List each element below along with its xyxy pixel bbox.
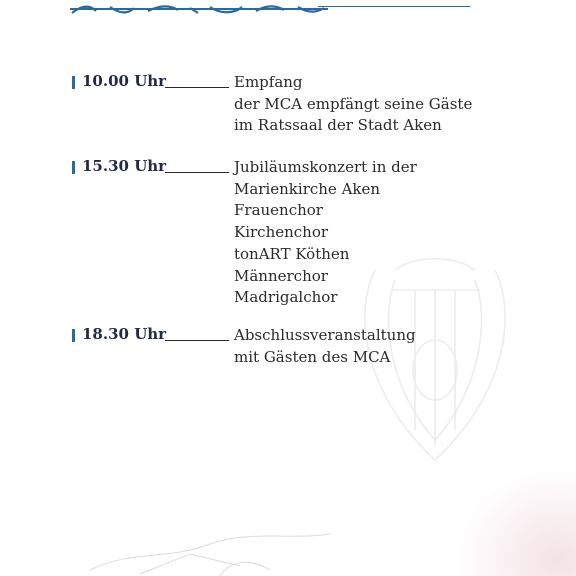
entry-time: 18.30 Uhr [82, 325, 167, 343]
entry-description [234, 72, 472, 137]
header-decoration [70, 0, 328, 10]
header-rule [318, 6, 470, 7]
pink-wash-decoration [456, 466, 576, 576]
entry-marker [72, 329, 75, 342]
entry-line: Kirchenchor [234, 223, 329, 242]
entry-line: Jubiläumskonzert in der [234, 158, 417, 176]
entry-line: mit Gästen des MCA [234, 347, 391, 366]
entry-line: Empfang [234, 73, 303, 91]
sketch-decoration [80, 530, 340, 576]
entry-time: 10.00 Uhr [82, 72, 167, 90]
entry-description [234, 325, 416, 368]
entry-marker [72, 76, 75, 89]
entry-line: Abschlussveranstaltung [234, 326, 416, 344]
calligraphy-header-graphic [70, 5, 328, 15]
entry-line: tonART Köthen [234, 244, 350, 263]
entry-line: der MCA empfängt seine Gäste [234, 94, 473, 113]
entry-time: 15.30 Uhr [82, 157, 167, 175]
entry-line: Männerchor [234, 266, 328, 285]
entry-line: Frauenchor [234, 201, 323, 220]
entry-line: Madrigalchor [234, 288, 338, 307]
entry-line: Marienkirche Aken [234, 179, 381, 198]
entry-leader-rule [165, 172, 229, 173]
entry-description [234, 157, 417, 309]
entry-marker [72, 161, 75, 174]
entry-leader-rule [165, 340, 229, 341]
entry-leader-rule [165, 87, 229, 88]
entry-line: im Ratssaal der Stadt Aken [234, 116, 442, 135]
